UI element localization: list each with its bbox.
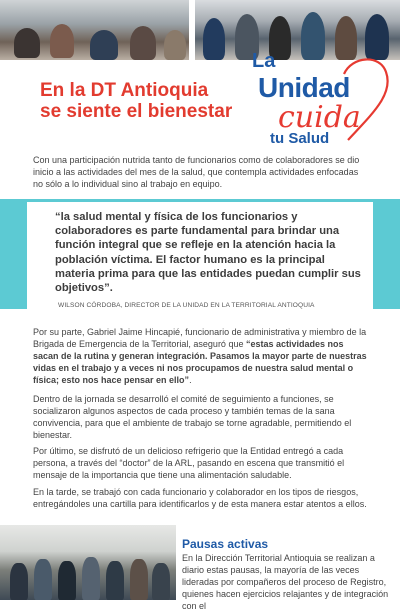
pausas-activas-title: Pausas activas — [182, 537, 269, 551]
meeting-photo — [0, 0, 189, 60]
paragraph-refrigerio: Por último, se disfrutó de un delicioso refrigerio que la Entidad entregó a cada persona, a través del “doctor” de la ARL, pasando en escena que transmitió el mensaje de la importancia que tiene una alimentación saludable. — [33, 446, 345, 480]
pausas-activas-text: En la Dirección Territorial Antioquia se realizan a diario estas pausas, la mayoría de las veces lideradas por compañeros del proceso de Registro, quienes hacen ejercicios relajantes y de integración con el — [182, 553, 389, 611]
logo-unidad: Unidad — [258, 72, 350, 103]
la-unidad-cuida-logo — [248, 44, 400, 154]
article-title — [40, 80, 250, 122]
paragraph-jornada: Dentro de la jornada se desarrolló el comité de seguimiento a funciones, se socializaron algunos aspectos de cada proceso y también temas de la sana convivencia, para que el ambiente de trabajo se torne agradable, permitiendo el bienestar. — [33, 394, 352, 440]
quote-attribution: WILSON CÓRDOBA, DIRECTOR DE LA UNIDAD EN LA TERRITORIAL ANTIOQUIA — [58, 302, 315, 309]
logo-la: La — [252, 50, 276, 72]
paragraph-hincapie-quote: “estas actividades nos sacan de la rutina y generan integración. Pasamos la mayor parte de nuestras vidas en el trabajo y a veces ni nos procupamos de nuestra salud mental o física; esto nos hace pensar en ello” — [33, 339, 367, 385]
paragraph-hincapie-end: . — [189, 375, 192, 385]
active-breaks-photo — [0, 525, 176, 600]
quote-text: “la salud mental y física de los funcionarios y colaboradores es parte fundamental para brindar una función integral que se refleje en la atención hacia la población víctima. El factor humano es la principal materia prima para que las entidades puedan cumplir sus objetivos”. — [55, 211, 361, 295]
title-line-2: se siente el bienestar — [40, 101, 233, 122]
intro-paragraph: Con una participación nutrida tanto de funcionarios como de colaboradores se dio inicio a las actividades del mes de la salud, que contempla actividades enfocadas no sólo a lo individual sino al trabajo en equipo. — [33, 155, 360, 189]
logo-cuida: cuida — [278, 100, 361, 135]
logo-tu-salud: tu Salud — [270, 130, 330, 147]
paragraph-hincapie — [33, 326, 369, 386]
paragraph-riesgos: En la tarde, se trabajó con cada funcionario y colaborador en los tipos de riesgos, entregándoles una cartilla para identificarlos y de esta manera estar atentos a ellos. — [33, 487, 367, 509]
paragraph-hincapie-intro: Por su parte, Gabriel Jaime Hincapié, funcionario de administrativa y miembro de la Brigada de Emergencia de la Territorial, aseguró que — [33, 327, 367, 349]
title-line-1: En la DT Antioquia — [40, 80, 209, 101]
